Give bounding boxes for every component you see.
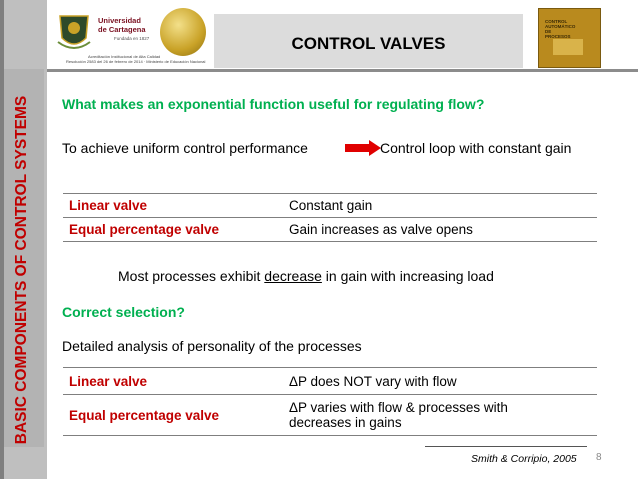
- statement-left: To achieve uniform control performance: [62, 140, 308, 156]
- university-founded: Fundada en 1827: [114, 36, 150, 41]
- note-prefix: Most processes exhibit: [118, 268, 265, 284]
- book-cover-illustration: [553, 39, 583, 55]
- table-cell-value: Gain increases as valve opens: [283, 218, 597, 242]
- right-arrow-icon: [345, 140, 385, 156]
- book-title-line3: DE: [545, 29, 552, 34]
- vertical-section-title: BASIC COMPONENTS OF CONTROL SYSTEMS: [13, 95, 30, 445]
- book-title: [545, 19, 575, 39]
- valve-gain-table: [63, 193, 597, 242]
- statement-right: Control loop with constant gain: [380, 140, 572, 156]
- university-name: [98, 16, 146, 34]
- university-name-line2: de Cartagena: [98, 25, 146, 34]
- book-title-line4: PROCESOS: [545, 34, 571, 39]
- table-cell-label: Equal percentage valve: [63, 395, 283, 436]
- slide-title: CONTROL VALVES: [291, 34, 446, 53]
- question-heading: What makes an exponential function useful for regulating flow?: [62, 96, 485, 112]
- table-cell-value: ΔP does NOT vary with flow: [283, 368, 597, 395]
- title-box: [214, 14, 523, 68]
- table-row: [63, 218, 597, 242]
- table-row: [63, 368, 597, 395]
- university-seal-icon: [56, 12, 92, 52]
- page-number: 8: [596, 452, 602, 463]
- table-cell-value-line2: decreases in gains: [289, 415, 402, 430]
- reference-citation: Smith & Corripio, 2005: [471, 453, 577, 465]
- accreditation-medal-icon: [160, 8, 206, 56]
- book-title-line2: AUTOMÁTICO: [545, 24, 576, 29]
- sidebar: [0, 0, 47, 479]
- valve-pressure-table: [63, 367, 597, 436]
- table-row: [63, 194, 597, 218]
- detail-text: Detailed analysis of personality of the processes: [62, 338, 362, 354]
- book-cover: [538, 8, 601, 68]
- book-title-line1: CONTROL: [545, 19, 568, 24]
- accreditation-line1: Acreditación Institucional de Alta Calidad: [88, 54, 161, 59]
- table-cell-value: [283, 395, 597, 436]
- table-row: [63, 395, 597, 436]
- table-cell-label: Linear valve: [63, 368, 283, 395]
- table-cell-value: Constant gain: [283, 194, 597, 218]
- reference-divider: [425, 446, 587, 447]
- accreditation-line2: Resolución 2583 del 26 de febrero de 2014 · Ministerio de Educación Nacional: [66, 59, 206, 64]
- table-cell-label: Equal percentage valve: [63, 218, 283, 242]
- correct-selection-heading: Correct selection?: [62, 304, 185, 320]
- note-suffix: in gain with increasing load: [321, 268, 494, 284]
- process-gain-note: [118, 268, 494, 284]
- table-cell-label: Linear valve: [63, 194, 283, 218]
- table-cell-value-line1: ΔP varies with flow & processes with: [289, 400, 508, 415]
- university-name-line1: Universidad: [98, 16, 141, 25]
- note-emphasis: decrease: [264, 268, 322, 284]
